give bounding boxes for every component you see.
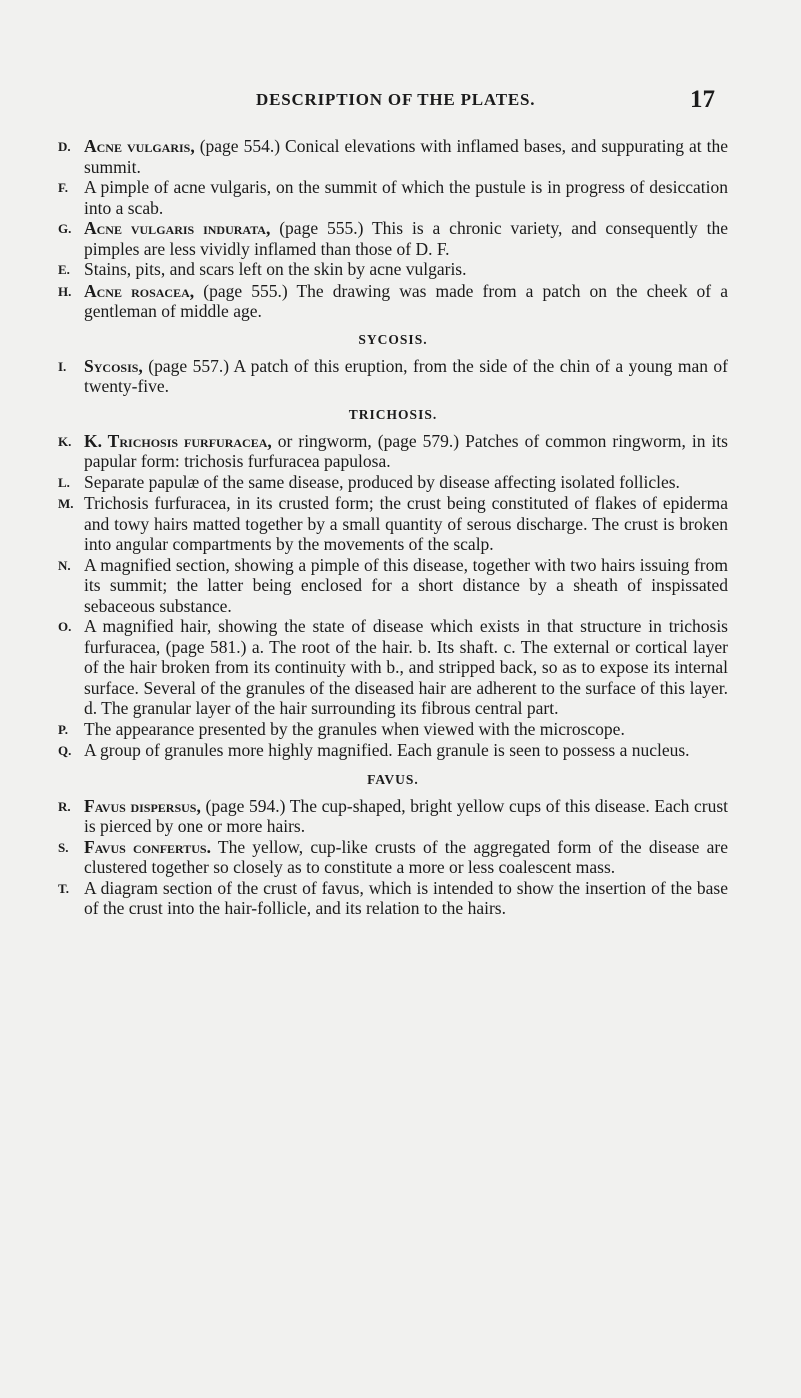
plate-entry — [58, 616, 728, 719]
plate-description — [84, 837, 728, 878]
plate-entry — [58, 136, 728, 177]
plate-entry — [58, 356, 728, 397]
description-text: (page 557.) A patch of this eruption, from the side of the chin of a young man of twenty-five. — [84, 355, 728, 396]
plate-letter: S. — [58, 839, 69, 855]
plate-entry — [58, 555, 728, 617]
plate-letter: P. — [58, 721, 68, 737]
plate-letter: O. — [58, 619, 72, 634]
plate-letter: K. — [58, 433, 72, 449]
section-title: TRICHOSIS. — [348, 406, 438, 422]
plate-letter: D. — [58, 139, 71, 154]
plate-description — [84, 493, 728, 555]
description-text: (page 554.) Conical elevations with inflamed bases, and suppurating at the summit. — [84, 136, 728, 177]
plate-description — [84, 218, 728, 259]
plate-letter: H. — [58, 283, 72, 299]
page-header — [256, 86, 715, 122]
plate-description — [84, 177, 728, 218]
plate-description — [84, 281, 728, 322]
plate-letter: Q. — [58, 743, 72, 758]
plate-description — [84, 719, 728, 741]
description-text: (page 555.) The drawing was made from a patch on the cheek of a gentleman of middle age. — [84, 280, 728, 321]
plate-description — [84, 740, 728, 762]
description-text: A magnified section, showing a pimple of this disease, together with two hairs issuing from its summit; the latter being enclosed for a short distance by a sheath of inspissated sebaceous substance. — [84, 554, 728, 616]
plate-letter: F. — [58, 180, 68, 195]
plate-section — [58, 768, 728, 919]
page-body — [58, 136, 728, 919]
description-text: A diagram section of the crust of favus, which is intended to show the insertion of the base of the crust into the hair-follicle, and its relation to the hairs. — [84, 877, 728, 918]
description-text: Separate papulæ of the same disease, produced by disease affecting isolated follicles. — [84, 471, 680, 492]
description-text: or ringworm, (page 579.) Patches of common ringworm, in its papular form: trichosis furfuracea papulosa. — [84, 430, 728, 471]
description-text: The yellow, cup-like crusts of the aggregated form of the disease are clustered together so closely as to constitute a more or less coalescent mass. — [84, 836, 729, 877]
disease-name: Acne vulgaris indurata, — [84, 218, 271, 238]
plate-description — [84, 555, 728, 617]
plate-entry — [58, 837, 728, 878]
plate-entry — [58, 259, 728, 281]
running-head: DESCRIPTION OF THE PLATES. — [256, 90, 536, 109]
description-text: The appearance presented by the granules when viewed with the microscope. — [84, 718, 625, 739]
description-text: (page 555.) This is a chronic variety, and consequently the pimples are less vividly inflamed than those of D. F. — [84, 218, 728, 259]
plate-entry — [58, 493, 728, 555]
disease-name: Favus dispersus, — [84, 795, 201, 816]
plate-entry — [58, 472, 728, 494]
plate-letter: L. — [58, 474, 70, 490]
page-number: 17 — [690, 86, 715, 113]
description-text: (page 594.) The cup-shaped, bright yellow cups of this disease. Each crust is pierced by one or more hairs. — [84, 795, 729, 836]
description-text: A pimple of acne vulgaris, on the summit of which the pustule is in progress of desiccation into a scab. — [84, 177, 728, 218]
plate-entry — [58, 177, 728, 218]
plate-section — [58, 136, 728, 322]
plate-entry — [58, 796, 728, 837]
section-title: FAVUS. — [367, 771, 419, 787]
plate-description — [84, 878, 728, 919]
plate-letter: M. — [58, 496, 74, 511]
plate-description — [84, 259, 728, 281]
plate-entry — [58, 878, 728, 919]
disease-name: Acne vulgaris, — [84, 136, 195, 156]
plate-entry — [58, 740, 728, 762]
plate-letter: G. — [58, 221, 72, 236]
plate-letter: E. — [58, 262, 70, 277]
plate-description — [84, 472, 728, 494]
plate-description — [84, 431, 728, 472]
plate-description — [84, 796, 728, 837]
description-text: A group of granules more highly magnified. Each granule is seen to possess a nucleus. — [84, 740, 690, 760]
disease-name: K. Trichosis furfuracea, — [84, 430, 272, 451]
plate-description — [84, 616, 728, 719]
plate-entry — [58, 719, 728, 741]
plate-entry — [58, 431, 728, 472]
description-text: Trichosis furfuracea, in its crusted form; the crust being constituted of flakes of epiderma and towy hairs matted together by a small quantity of serous discharge. The crust is broken into angular compartments by the movements of the scalp. — [84, 493, 728, 554]
plate-letter: N. — [58, 557, 71, 573]
plate-section — [58, 328, 728, 397]
plate-description — [84, 356, 728, 397]
plate-description — [84, 136, 728, 177]
disease-name: Favus confertus. — [84, 836, 211, 857]
section-title: SYCOSIS. — [358, 331, 428, 347]
plate-letter: I. — [58, 358, 67, 374]
plate-entry — [58, 281, 728, 322]
plate-letter: R. — [58, 798, 71, 814]
plate-letter: T. — [58, 880, 69, 896]
plate-entry — [58, 218, 728, 259]
description-text: A magnified hair, showing the state of disease which exists in that structure in trichosis furfuracea, (page 581.) a. The root of the hair. b. Its shaft. c. The external or cortical layer of the hair broken from its continuity with b., and stripped back, so as to expose its internal surface. Several of the granules of the diseased hair are adherent to the surface of this layer. d. The granular layer of the hair surrounding its fibrous central part. — [84, 616, 728, 718]
disease-name: Acne rosacea, — [84, 280, 195, 301]
disease-name: Sycosis, — [84, 355, 143, 376]
description-text: Stains, pits, and scars left on the skin by acne vulgaris. — [84, 259, 467, 279]
plate-section — [58, 403, 728, 762]
